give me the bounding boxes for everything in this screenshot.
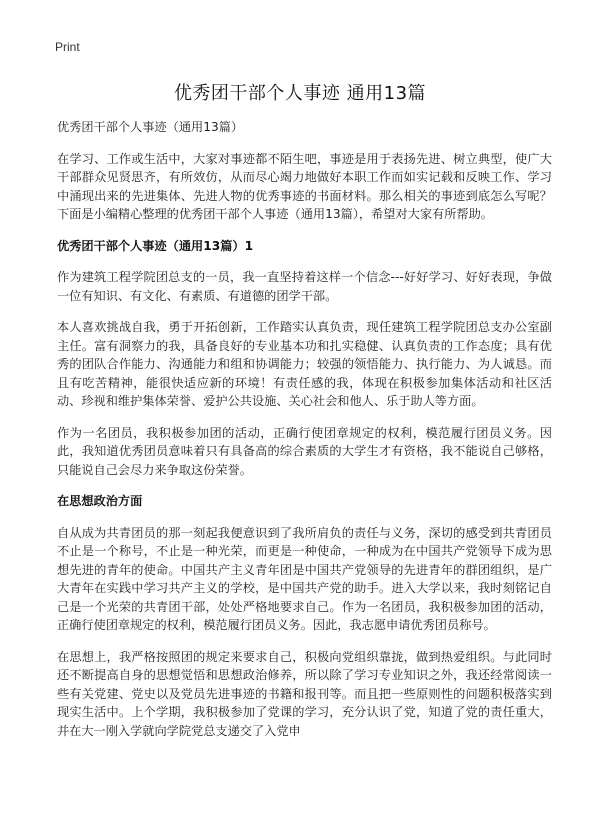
document-subtitle: 优秀团干部个人事迹（通用13篇） xyxy=(57,120,244,134)
intro-paragraph: 在学习、工作或生活中，大家对事迹都不陌生吧，事迹是用于表扬先进、树立典型，使广大干部群众见贤思齐，有所效仿，从而尽心竭力地做好本职工作而如实记载和反映工作、学习中涌现出来的先进集体、先进人物的优秀事迹的书面材料。那么相关的事迹到底怎么写呢？下面是小编精心整理的优秀团干部个人事迹（通用13篇），希望对大家有所帮助。 xyxy=(57,151,552,221)
section1-paragraph-2: 本人喜欢挑战自我，勇于开拓创新，工作踏实认真负责，现任建筑工程学院团总支办公室副主任。富有洞察力的我，具备良好的专业基本功和扎实稳健、认真负责的工作态度；具有优秀的团队合作能力、沟通能力和组和协调能力；较强的领悟能力、执行能力、为人诚恳。而且有吃苦精神，能很快适应新的环境！有责任感的我，体现在积极参加集体活动和社区活动、珍视和维护集体荣誉、爱护公共设施、关心社会和他人、乐于助人等方面。 xyxy=(57,320,552,408)
section1-paragraph-1: 作为建筑工程学院团总支的一员，我一直坚持着这样一个信念---好好学习、好好表现，争做一位有知识、有文化、有素质、有道德的团学干部。 xyxy=(57,270,552,303)
section2-paragraph-2: 在思想上，我严格按照团的规定来要求自己，积极向党组织靠拢，做到热爱组织。与此同时还不断提高自身的思想觉悟和思想政治修养，所以除了学习专业知识之外，我还经常阅读一些有关党建、党史以及党员先进事迹的书籍和报刊等。而且把一些原则性的问题积极落实到现实生活中。上个学期，我积极参加了党课的学习，充分认识了党，知道了党的责任重大，并在大一刚入学就向学院党总支递交了入党申 xyxy=(57,649,552,738)
section2-paragraph-1: 自从成为共青团员的那一刻起我便意识到了我所肩负的责任与义务，深切的感受到共青团员不止是一个称号，不止是一种光荣，而更是一种使命，一种成为在中国共产党领导下成为思想先进的青年的使命。中国共产主义青年团是中国共产党领导的先进青年的群团组织，是广大青年在实践中学习共产主义的学校，是中国共产党的助手。进入大学以来，我时刻铭记自己是一个光荣的共青团干部，处处严格地要求自己。作为一名团员，我积极参加团的活动，正确行使团章规定的权利，模范履行团员义务。因此，我志愿申请优秀团员称号。 xyxy=(57,525,552,632)
section1-paragraph-3: 作为一名团员，我积极参加团的活动，正确行使团章规定的权利，模范履行团员义务。因此，我知道优秀团员意味着只有具备高的综合素质的大学生才有资格，我不能说自己够格，只能说自己会尽力来争取这份荣誉。 xyxy=(57,425,552,477)
section-heading-2: 在思想政治方面 xyxy=(57,494,143,508)
print-link[interactable]: Print xyxy=(55,40,80,54)
document-title: 优秀团干部个人事迹 通用13篇 xyxy=(173,83,427,104)
document-body xyxy=(57,118,552,753)
section-heading-1: 优秀团干部个人事迹（通用13篇）1 xyxy=(57,238,254,253)
